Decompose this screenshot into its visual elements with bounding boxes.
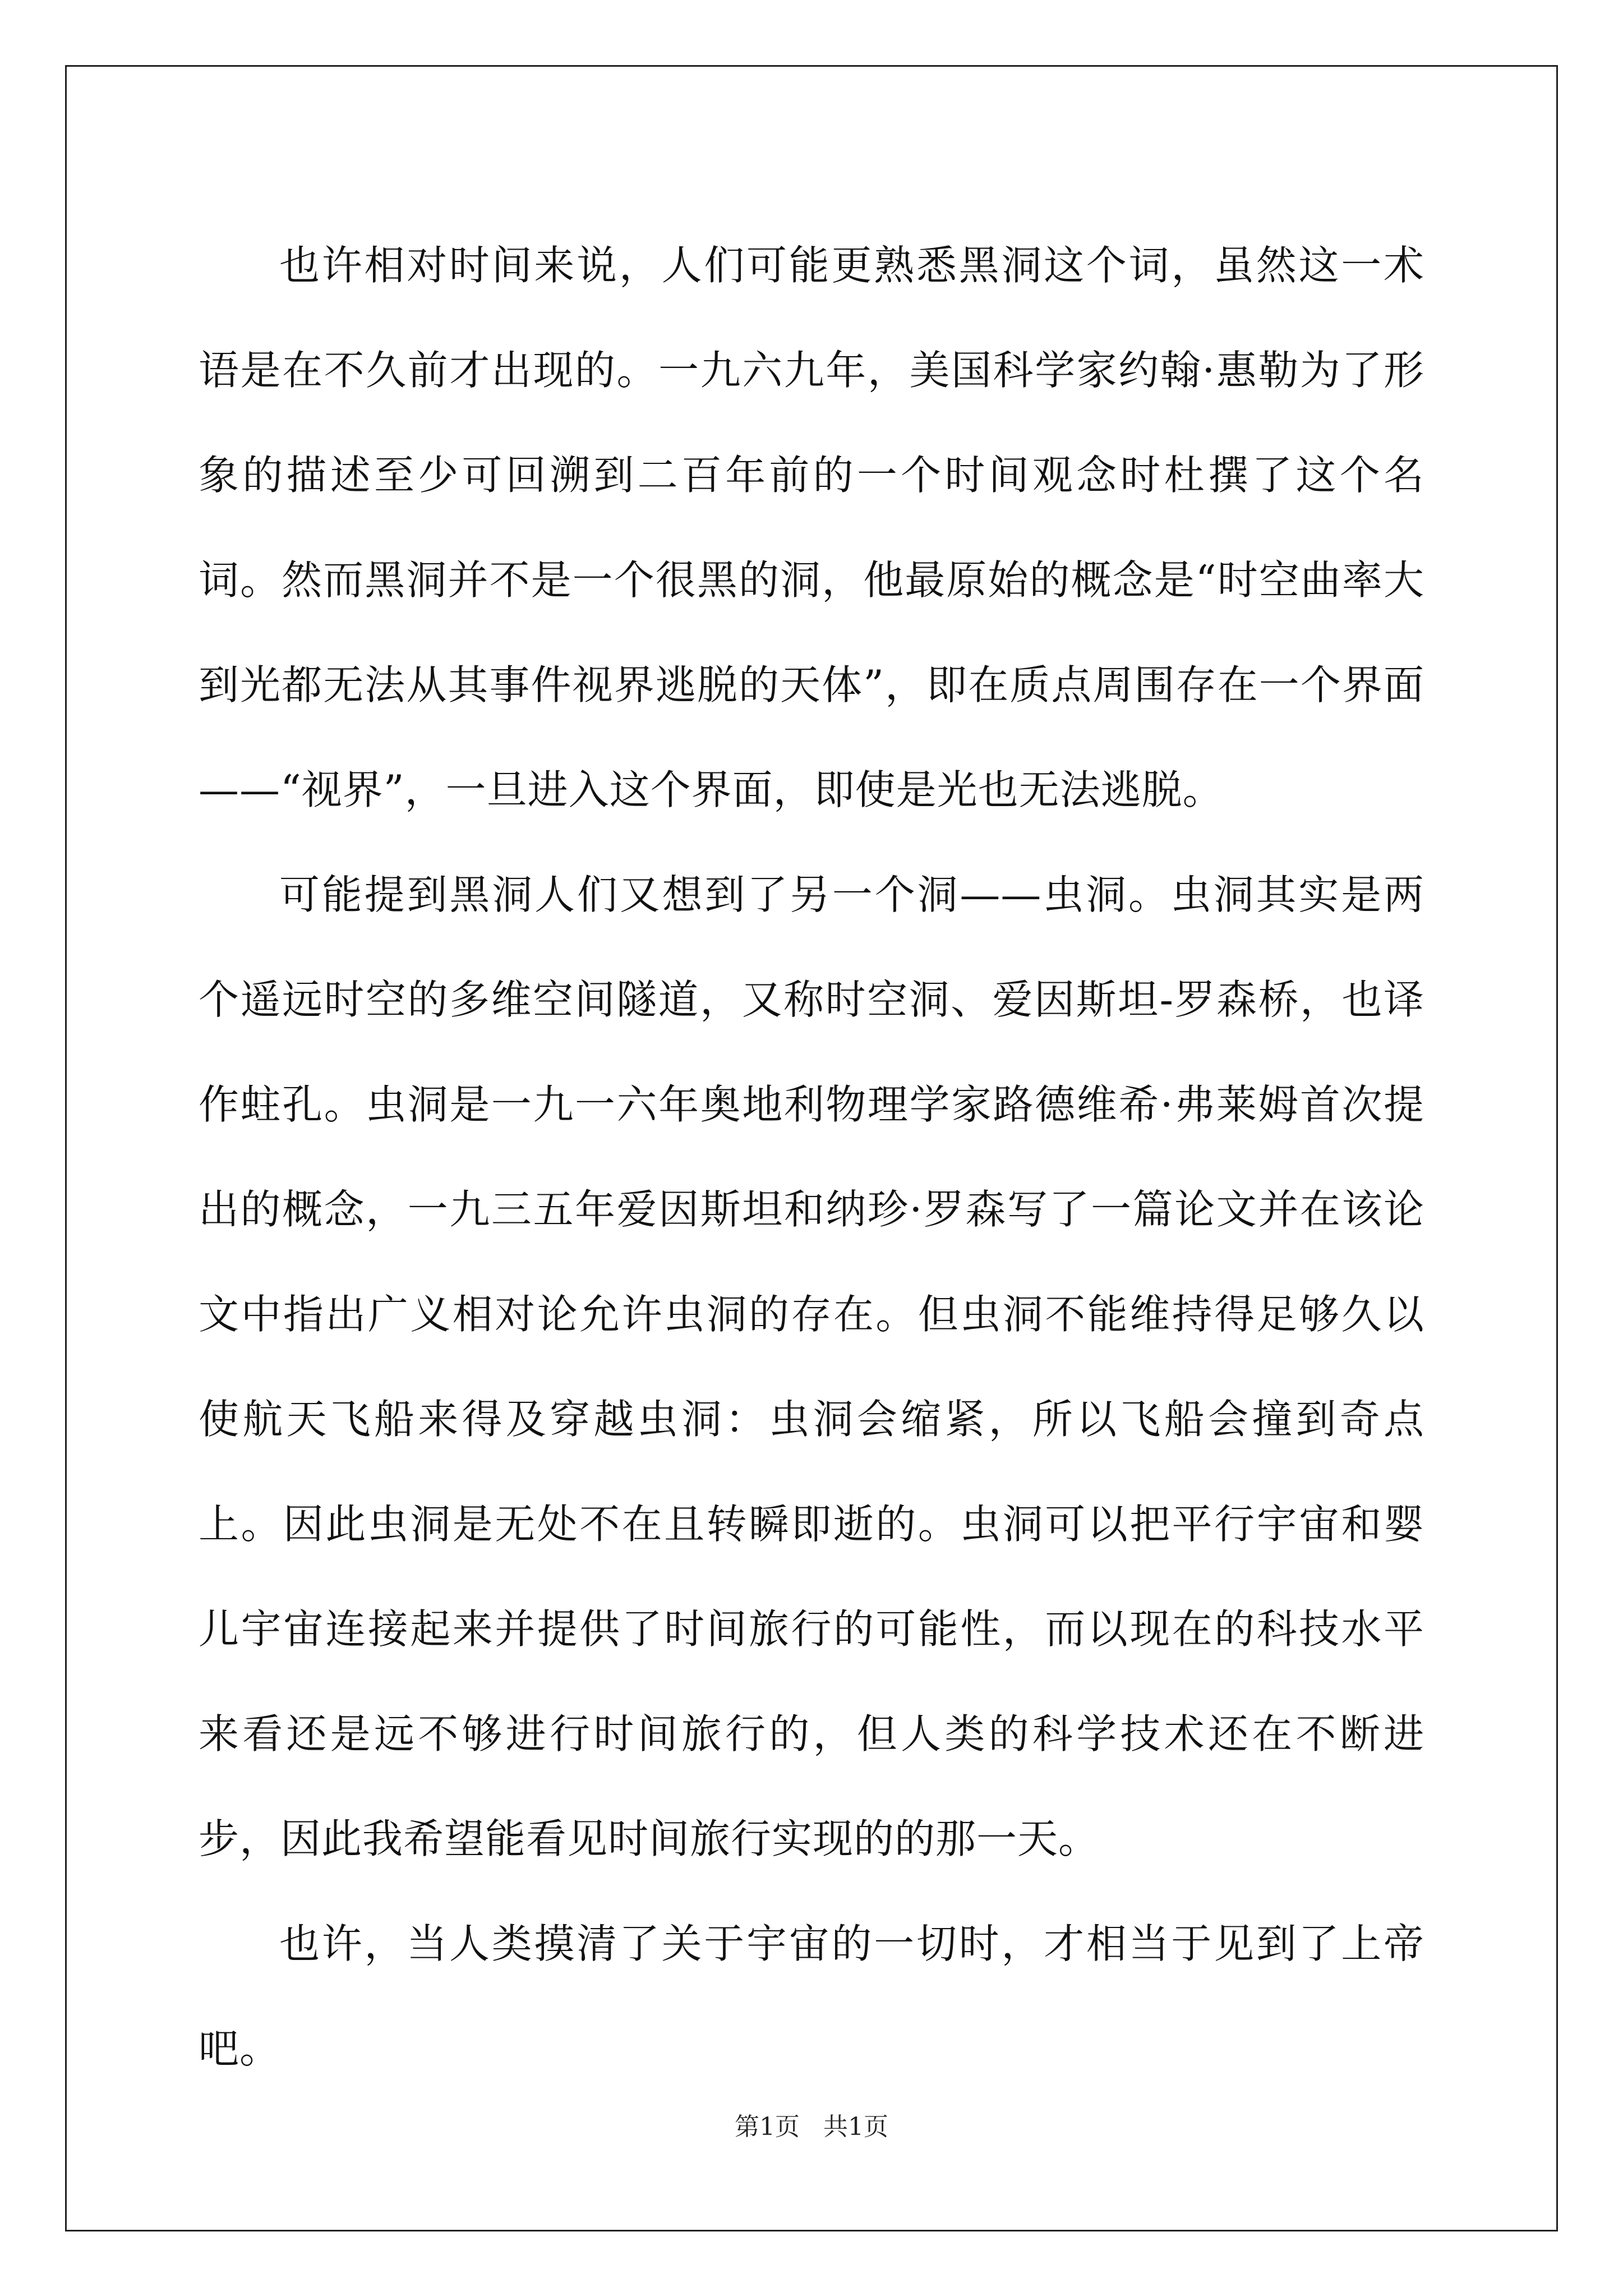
page-number: 第1页 bbox=[735, 2113, 800, 2141]
document-body bbox=[199, 213, 1424, 2101]
page-total: 共1页 bbox=[823, 2113, 888, 2141]
paragraph-conclusion: 也许，当人类摸清了关于宇宙的一切时，才相当于见到了上帝吧。 bbox=[199, 1920, 1424, 2072]
paragraph-black-hole: 也许相对时间来说，人们可能更熟悉黑洞这个词，虽然这一术语是在不久前才出现的。一九六九年，美国科学家约翰·惠勒为了形象的描述至少可回溯到二百年前的一个时间观念时杜撰了这个名词。然而黑洞并不是一个很黑的洞，他最原始的概念是“时空曲率大到光都无法从其事件视界逃脱的天体”，即在质点周围存在一个界面——“视界”，一旦进入这个界面，即使是光也无法逃脱。 bbox=[199, 242, 1424, 813]
page-footer bbox=[0, 2106, 1623, 2142]
paragraph-wormhole: 可能提到黑洞人们又想到了另一个洞——虫洞。虫洞其实是两个遥远时空的多维空间隧道，又称时空洞、爱因斯坦-罗森桥，也译作蛀孔。虫洞是一九一六年奥地利物理学家路德维希·弗莱姆首次提出的概念，一九三五年爱因斯坦和纳珍·罗森写了一篇论文并在该论文中指出广义相对论允许虫洞的存在。但虫洞不能维持得足够久以使航天飞船来得及穿越虫洞：虫洞会缩紧，所以飞船会撞到奇点上。因此虫洞是无处不在且转瞬即逝的。虫洞可以把平行宇宙和婴儿宇宙连接起来并提供了时间旅行的可能性，而以现在的科技水平来看还是远不够进行时间旅行的，但人类的科学技术还在不断进步，因此我希望能看见时间旅行实现的的那一天。 bbox=[199, 871, 1424, 1862]
